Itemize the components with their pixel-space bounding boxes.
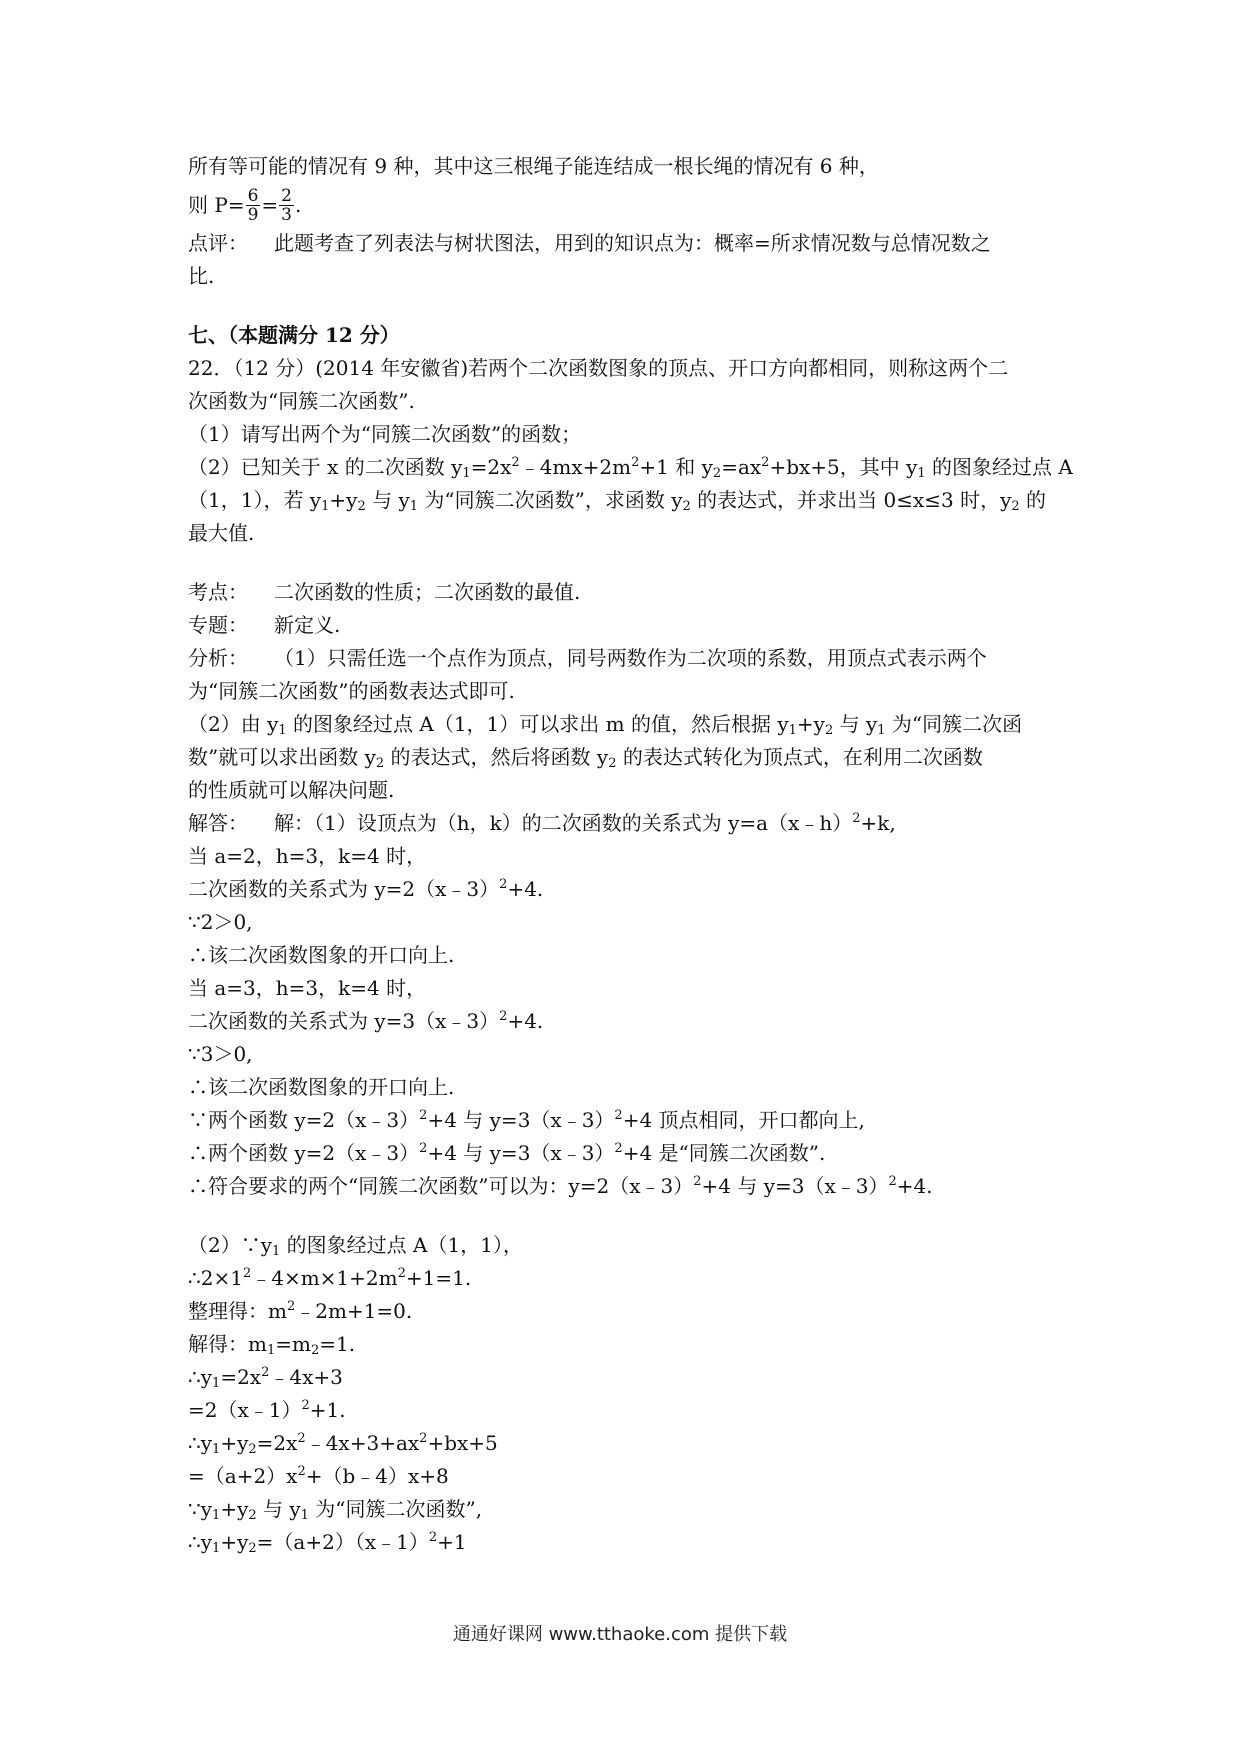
fraction-6-9: $\frac{6}{9}$ <box>247 185 259 225</box>
knowledge-point: 考点： 二次函数的性质；二次函数的最值. <box>188 580 581 604</box>
fraction-2-3: $\frac{2}{3}$ <box>281 185 292 225</box>
solution-part2-line-7: $\therefore y_1+y_2=2x^2﹣4x+3+ax^2+bx+5$ <box>188 1431 498 1457</box>
analysis-line-3: （2）由 $y_1$ 的图象经过点 A（1，1）可以求出 m 的值，然后根据 $y_1+y_2$ 与 $y_1$ 为“同簇二次函 <box>188 712 1023 738</box>
probability-line: 则 P= $\frac{6}{9}$ = $\frac{2}{3}$ . <box>188 185 302 225</box>
analysis-line-4: 数”就可以求出函数 $y_2$ 的表达式，然后将函数 $y_2$ 的表达式转化为顶点式，在利用二次函数 <box>188 745 983 771</box>
solution-part2-line-6: =2（x﹣1）$^2$+1. <box>188 1398 346 1422</box>
problem-part-2-line-2: （1，1），若 $y_1+y_2$ 与 $y_1$ 为“同簇二次函数”，求函数 $y_2$ 的表达式，并求出当 0≤x≤3 时，$y_2$ 的 <box>188 488 1047 514</box>
section-title: 七、（本题满分 12 分） <box>188 323 400 347</box>
comment-continuation: 比. <box>188 264 215 288</box>
solution-part2-line-4: 解得：$m_1=m_2=1$. <box>188 1332 356 1358</box>
equals-sign: = <box>261 192 279 217</box>
solution-part2-line-9: $\because y_1+y_2$ 与 $y_1$ 为“同簇二次函数”, <box>188 1497 483 1523</box>
problem-part-1: （1）请写出两个为“同簇二次函数”的函数； <box>188 422 582 446</box>
solution-part2-line-5: $\therefore y_1=2x^2﹣4x+3$ <box>188 1365 343 1391</box>
analysis-line-5: 的性质就可以解决问题. <box>188 778 395 802</box>
solution-part2-line-2: $\therefore 2\times 1^2﹣4\times m\times 1+2m^2+1=1$. <box>188 1266 472 1290</box>
solution-line-4: ∵2＞0, <box>188 910 253 934</box>
comment-label: 点评： <box>188 231 248 255</box>
solution-part2-line-10: $\therefore y_1+y_2=(a+2)(x﹣1)^2+1$ <box>188 1530 467 1556</box>
problem-part-2-line-3: 最大值. <box>188 521 255 545</box>
text: 所有等可能的情况有 9 种，其中这三根绳子能连结成一根长绳的情况有 6 种， <box>188 154 879 178</box>
page-footer <box>0 1620 1240 1646</box>
solution-line-6: 当 a=3，h=3，k=4 时， <box>188 976 427 1000</box>
solution-line-2: 当 a=2，h=3，k=4 时， <box>188 844 427 868</box>
problem-part-2-line-1: （2）已知关于 x 的二次函数 $y_1=2x^2﹣4mx+2m^2+1$ 和 $y_2=ax^2+bx+5$，其中 $y_1$ 的图象经过点 A <box>188 455 1073 481</box>
analysis-line-1: 分析： （1）只需任选一个点作为顶点，同号两数作为二次项的系数，用顶点式表示两个 <box>188 646 987 670</box>
solution-line-5: ∴该二次函数图象的开口向上. <box>188 943 455 967</box>
problem-line-1: 22．（12 分）(2014 年安徽省)若两个二次函数图象的顶点、开口方向都相同，则称这两个二 <box>188 356 1009 380</box>
analysis-line-2: 为“同簇二次函数”的函数表达式即可. <box>188 679 515 703</box>
p-prefix: 则 P= <box>188 192 245 217</box>
solution-line-12: ∴符合要求的两个“同簇二次函数”可以为：y=2（x﹣3）$^2$+4 与 y=3（x﹣3）$^2$+4. <box>188 1174 933 1198</box>
solution-part2-line-8: $=(a+2)x^2+(b﹣4)x+8$ <box>188 1464 449 1488</box>
footer-text: 通通好课网 www.tthaoke.com 提供下载 <box>452 1624 788 1645</box>
solution-line-11: ∴两个函数 y=2（x﹣3）$^2$+4 与 y=3（x﹣3）$^2$+4 是“同簇二次函数”. <box>188 1141 826 1165</box>
solution-line-3: 二次函数的关系式为 y=2（x﹣3）$^2$+4. <box>188 877 544 901</box>
solution-line-1: 解答： 解：（1）设顶点为（h，k）的二次函数的关系式为 y=a（x﹣h）$^2$+k, <box>188 811 896 835</box>
problem-line-2: 次函数为“同簇二次函数”. <box>188 389 415 413</box>
document-body <box>188 150 1073 1559</box>
solution-line-8: ∵3＞0, <box>188 1042 253 1066</box>
prev-line-1 <box>188 150 1068 183</box>
solution-part2-line-1: $(2)\because y_1$ 的图象经过点 A（1，1）， <box>188 1233 523 1259</box>
solution-part2-line-3: 整理得：$m^2﹣2m+1=0$. <box>188 1299 413 1323</box>
comment-line <box>188 227 1068 260</box>
solution-line-10: ∵两个函数 y=2（x﹣3）$^2$+4 与 y=3（x﹣3）$^2$+4 顶点相同，开口都向上, <box>188 1108 865 1132</box>
solution-line-7: 二次函数的关系式为 y=3（x﹣3）$^2$+4. <box>188 1009 544 1033</box>
solution-line-9: ∴该二次函数图象的开口向上. <box>188 1075 455 1099</box>
comment-text: 此题考查了列表法与树状图法，用到的知识点为：概率=所求情况数与总情况数之 <box>274 231 991 255</box>
topic: 专题： 新定义. <box>188 613 341 637</box>
